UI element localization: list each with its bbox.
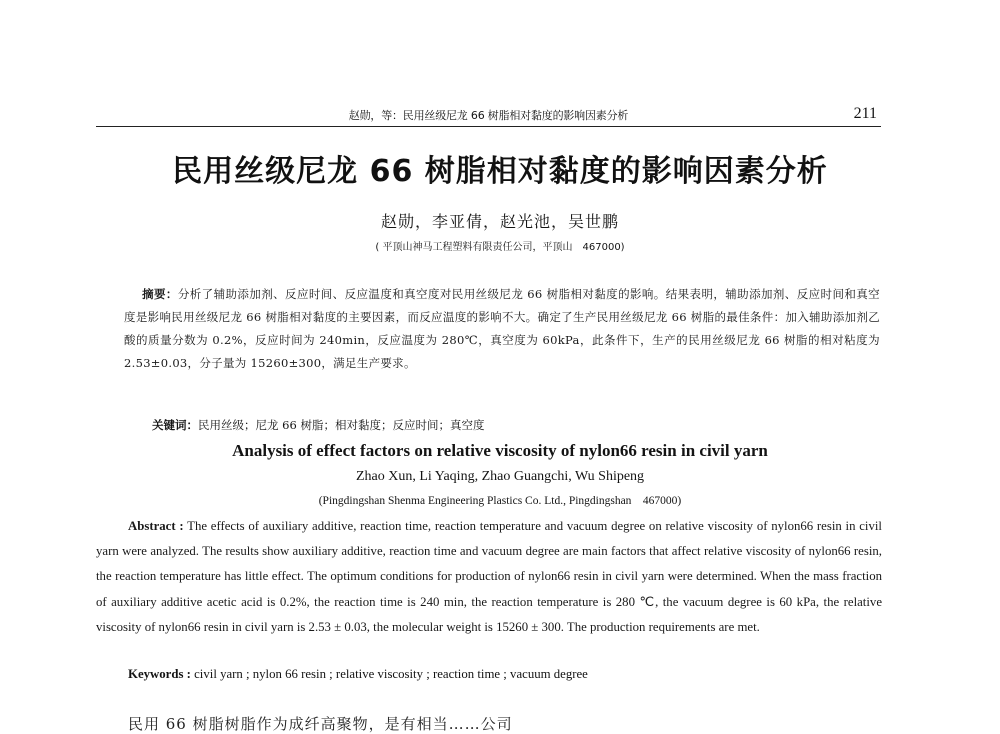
keywords-en xyxy=(128,667,880,682)
abstract-en-label: Abstract : xyxy=(128,519,184,533)
running-title: 赵勋，等：民用丝级尼龙 66 树脂相对黏度的影响因素分析 xyxy=(348,109,629,122)
page-number: 211 xyxy=(853,105,877,122)
authors-cn: 赵勋，李亚倩，赵光池，吴世鹏 xyxy=(380,212,619,231)
affiliation-cn: ( 平顶山神马工程塑料有限责任公司，平顶山 467000) xyxy=(375,242,625,253)
keywords-en-text: civil yarn ; nylon 66 resin ; relative viscosity ; reaction time ; vacuum degree xyxy=(194,667,588,681)
abstract-en xyxy=(96,514,882,640)
keywords-cn-label: 关键词： xyxy=(152,418,198,432)
running-header xyxy=(96,104,881,127)
body-text-fragment: 民用 66 树脂树脂作为成纤高聚物，是有相当……公司 xyxy=(128,715,513,733)
authors-en: Zhao Xun, Li Yaqing, Zhao Guangchi, Wu Shipeng xyxy=(355,469,645,484)
abstract-cn-text: 分析了辅助添加剂、反应时间、反应温度和真空度对民用丝级尼龙 66 树脂相对黏度的影响。结果表明，辅助添加剂、反应时间和真空度是影响民用丝级尼龙 66 树脂相对黏度的主要因素，而反应温度的影响不大。确定了生产民用丝级尼龙 66 树脂的最佳条件：加入辅助添加剂乙酸的质量分数为 0.2%，反应时间为 240min，反应温度为 280℃，真空度为 60kPa，此条件下，生产的民用丝级尼龙 66 树脂的相对粘度为 2.53±0.03，分子量为 15260±300，满足生产要求。 xyxy=(124,287,880,370)
paper-title-en: Analysis of effect factors on relative viscosity of nylon66 resin in civil yarn xyxy=(232,441,768,460)
abstract-cn-label: 摘要： xyxy=(142,287,178,301)
keywords-en-label: Keywords : xyxy=(128,667,191,681)
paper-title-cn: 民用丝级尼龙 66 树脂相对黏度的影响因素分析 xyxy=(172,154,828,189)
affiliation-en: (Pingdingshan Shenma Engineering Plastics Co. Ltd., Pingdingshan 467000) xyxy=(318,495,682,507)
abstract-cn xyxy=(124,283,880,375)
keywords-cn-text: 民用丝级；尼龙 66 树脂；相对黏度；反应时间；真空度 xyxy=(198,418,485,432)
keywords-cn xyxy=(152,416,880,434)
abstract-en-text: The effects of auxiliary additive, reaction time, reaction temperature and vacuum degree on relative viscosity of nylon66 resin in civil yarn were analyzed. The results show auxiliary additive, reaction time and vacuum degree are main factors that affect relative viscosity of nylon66 resin, the reaction temperature has little effect. The optimum conditions for production of nylon66 resin in civil yarn were determined. When the mass fraction of auxiliary additive acetic acid is 0.2%, the reaction time is 240 min, the reaction temperature is 280 ℃, the vacuum degree is 60 kPa, the relative viscosity of nylon66 resin in civil yarn is 2.53 ± 0.03, the molecular weight is 15260 ± 300. The production requirements are met. xyxy=(96,519,882,634)
